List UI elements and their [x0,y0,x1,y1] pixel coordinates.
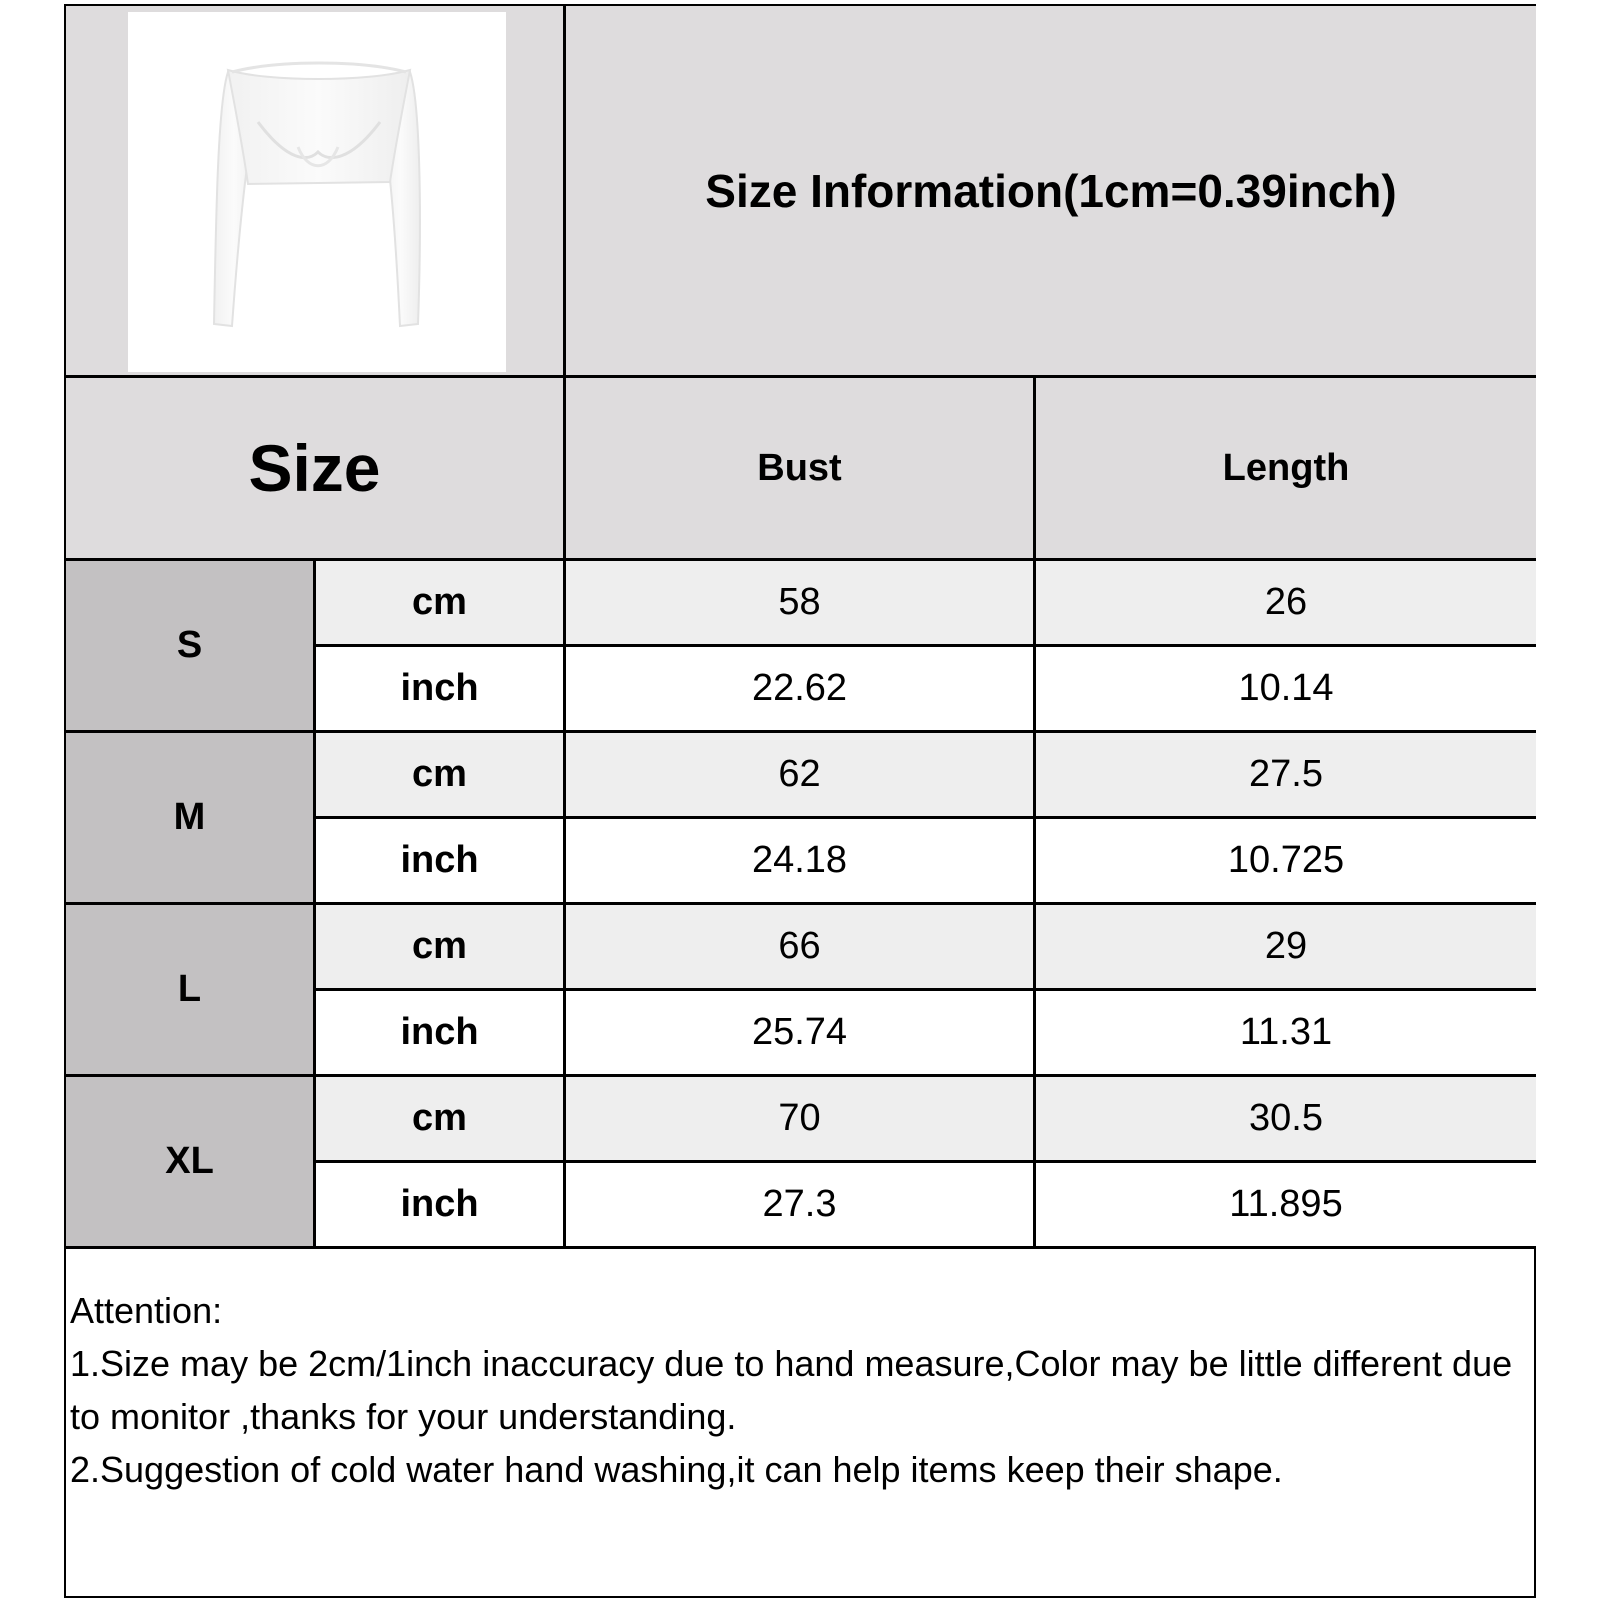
bust-value-cell [566,819,1036,905]
bust-value: 66 [778,925,821,967]
bust-value-cell [566,905,1036,991]
length-value-cell [1036,733,1536,819]
bust-value-cell [566,561,1036,647]
product-photo [128,12,506,372]
length-value-cell [1036,1163,1536,1249]
attention-note-1: 1.Size may be 2cm/1inch inaccuracy due to hand measure,Color may be little different due to monitor ,thanks for your understanding. [70,1343,1513,1437]
bust-value: 62 [778,753,821,795]
length-value-cell [1036,991,1536,1077]
length-value: 29 [1264,925,1308,967]
size-header: Size [248,431,381,505]
size-label: M [173,796,206,838]
size-label: XL [165,1140,214,1182]
unit-label: inch [400,839,479,881]
unit-cell [316,991,566,1077]
size-label-cell [66,733,316,905]
length-value-cell [1036,905,1536,991]
attention-notes [70,1284,1530,1496]
unit-label: cm [412,1097,467,1139]
unit-cell [316,561,566,647]
size-chart [64,4,1536,1598]
size-label-cell [66,561,316,733]
bust-header-cell [566,378,1036,561]
size-label: S [176,624,203,666]
size-label: L [177,968,202,1010]
size-information-title-cell [566,6,1536,378]
size-information-title: Size Information(1cm=0.39inch) [705,164,1397,217]
length-value-cell [1036,561,1536,647]
size-header-cell [66,378,566,561]
length-value: 11.895 [1229,1183,1343,1225]
length-header-cell [1036,378,1536,561]
bust-value: 70 [778,1097,821,1139]
unit-label: inch [400,1183,479,1225]
length-value: 30.5 [1249,1097,1323,1139]
length-value: 10.725 [1227,839,1345,881]
unit-cell [316,1077,566,1163]
length-value-cell [1036,647,1536,733]
length-value: 10.14 [1238,667,1334,709]
length-value: 11.31 [1239,1011,1333,1053]
product-photo-frame [66,6,566,378]
unit-label: cm [412,581,467,623]
unit-cell [316,733,566,819]
bust-value-cell [566,1163,1036,1249]
unit-cell [316,819,566,905]
bust-value-cell [566,647,1036,733]
attention-heading: Attention: [70,1290,223,1331]
bust-value: 25.74 [751,1011,848,1053]
length-value: 26 [1264,581,1308,623]
bust-value-cell [566,1077,1036,1163]
bust-value-cell [566,991,1036,1077]
length-value-cell [1036,1077,1536,1163]
unit-label: cm [412,925,467,967]
bust-value: 58 [778,581,821,623]
long-sleeve-crop-top-icon [128,12,506,372]
bust-value: 22.62 [751,667,848,709]
unit-label: inch [400,667,479,709]
bust-value: 27.3 [762,1183,837,1225]
length-value: 27.5 [1249,753,1323,795]
unit-cell [316,647,566,733]
unit-cell [316,1163,566,1249]
unit-label: inch [400,1011,479,1053]
length-value-cell [1036,819,1536,905]
size-label-cell [66,905,316,1077]
bust-value: 24.18 [751,839,848,881]
unit-cell [316,905,566,991]
length-header: Length [1222,446,1350,489]
bust-value-cell [566,733,1036,819]
attention-note-2: 2.Suggestion of cold water hand washing,it can help items keep their shape. [70,1449,1283,1490]
size-label-cell [66,1077,316,1249]
bust-header: Bust [757,446,842,489]
unit-label: cm [412,753,467,795]
